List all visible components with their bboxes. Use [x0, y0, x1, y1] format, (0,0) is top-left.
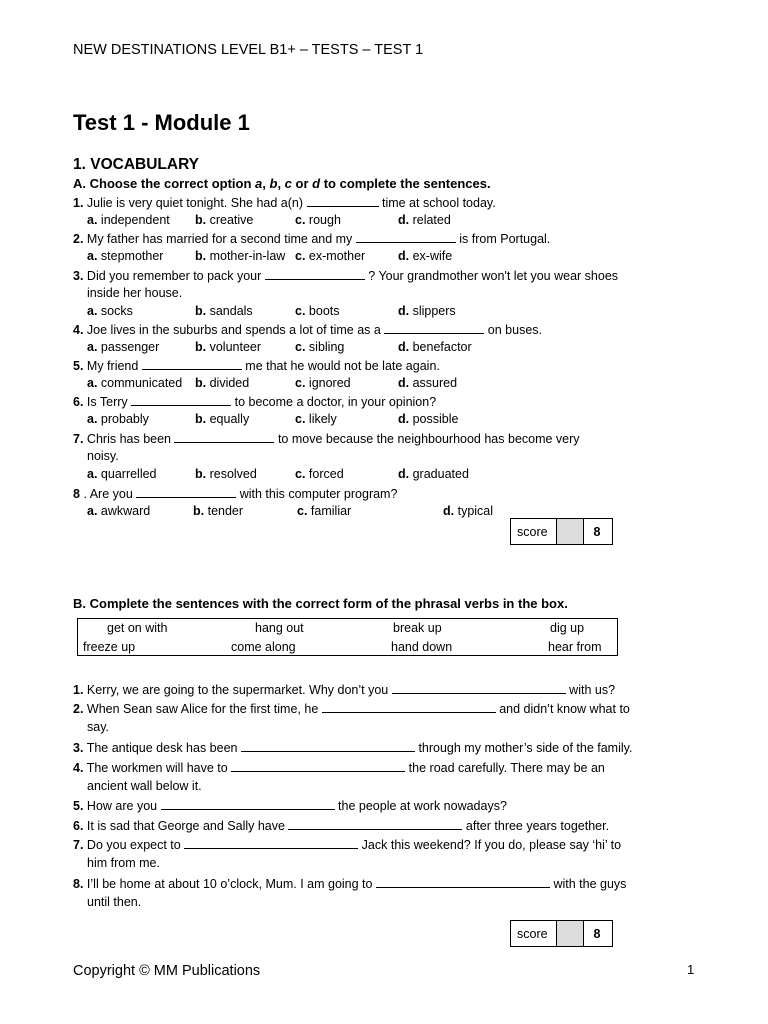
option-letter: c. — [295, 376, 306, 390]
question-a-4 — [73, 322, 542, 337]
answer-blank[interactable] — [307, 195, 379, 207]
score-box-b — [510, 920, 613, 947]
option-text: sandals — [209, 304, 253, 318]
option-c[interactable] — [295, 213, 341, 227]
option-letter: b. — [195, 304, 207, 318]
question-text: My friend — [86, 359, 142, 373]
option-text: benefactor — [412, 340, 472, 354]
question-number: 6. — [73, 395, 84, 409]
option-text: tender — [207, 504, 244, 518]
option-text: ex-wife — [412, 249, 453, 263]
option-text: related — [412, 213, 451, 227]
question-b-4 — [73, 760, 605, 775]
question-b-7 — [73, 837, 621, 852]
option-a[interactable] — [87, 504, 150, 518]
option-a[interactable] — [87, 340, 159, 354]
answer-blank[interactable] — [356, 231, 456, 243]
box-item: break up — [393, 621, 442, 635]
question-text: to become a doctor, in your opinion? — [231, 395, 437, 409]
page-title: Test 1 - Module 1 — [73, 110, 250, 135]
option-letter: d. — [443, 504, 455, 518]
question-continuation: him from me. — [87, 856, 160, 870]
question-text: the people at work nowadays? — [334, 799, 507, 813]
score-label: score — [511, 519, 557, 544]
question-a-6 — [73, 394, 436, 409]
option-text: familiar — [310, 504, 352, 518]
question-text: to move because the neighbourhood has become very — [274, 432, 580, 446]
part-b-instruction: B. Complete the sentences with the correct form of the phrasal verbs in the box. — [73, 596, 568, 611]
option-text: passenger — [100, 340, 160, 354]
question-text: through my mother’s side of the family. — [414, 741, 633, 755]
option-text: communicated — [100, 376, 183, 390]
box-item: dig up — [550, 621, 585, 635]
question-number: 2. — [73, 702, 84, 716]
box-item: hang out — [255, 621, 304, 635]
option-d[interactable] — [398, 412, 458, 426]
option-letter: d. — [398, 340, 410, 354]
question-b-2 — [73, 701, 630, 716]
option-letter: b. — [195, 467, 207, 481]
page-number: 1 — [687, 962, 695, 977]
option-c[interactable] — [295, 340, 344, 354]
option-text: awkward — [100, 504, 151, 518]
option-c[interactable] — [295, 467, 344, 481]
option-letter: b. — [195, 412, 207, 426]
option-letter: d. — [398, 412, 410, 426]
question-number: 4. — [73, 761, 84, 775]
option-text: forced — [308, 467, 344, 481]
answer-blank[interactable] — [184, 837, 358, 849]
question-text: How are you — [86, 799, 161, 813]
option-text: divided — [209, 376, 250, 390]
question-number: 8 — [73, 487, 80, 501]
question-text: When Sean saw Alice for the first time, he — [86, 702, 322, 716]
question-text: and didn’t know what to — [495, 702, 630, 716]
option-d[interactable] — [398, 249, 452, 263]
question-text: me that he would not be late again. — [241, 359, 440, 373]
question-number: 6. — [73, 819, 84, 833]
option-letter: b. — [193, 504, 205, 518]
score-label: score — [511, 921, 557, 946]
question-number: 7. — [73, 432, 84, 446]
option-text: equally — [209, 412, 250, 426]
option-letter: d. — [398, 213, 410, 227]
question-text: is from Portugal. — [455, 232, 551, 246]
answer-blank[interactable] — [131, 394, 231, 406]
option-b[interactable] — [195, 376, 249, 390]
page-header: NEW DESTINATIONS LEVEL B1+ – TESTS – TEST 1 — [73, 42, 424, 58]
question-text: Julie is very quiet tonight. She had a(n) — [86, 196, 307, 210]
question-b-6 — [73, 818, 609, 833]
question-text: Chris has been — [86, 432, 175, 446]
question-text: Did you remember to pack your — [86, 269, 265, 283]
question-text: with this computer program? — [236, 487, 398, 501]
question-number: 5. — [73, 359, 84, 373]
option-text: likely — [308, 412, 337, 426]
option-text: assured — [412, 376, 458, 390]
answer-blank[interactable] — [142, 358, 242, 370]
question-number: 3. — [73, 269, 84, 283]
score-field[interactable] — [557, 519, 584, 544]
option-text: volunteer — [209, 340, 262, 354]
option-text: graduated — [412, 467, 469, 481]
question-text: with the guys — [549, 877, 627, 891]
option-text: creative — [209, 213, 254, 227]
option-text: rough — [308, 213, 341, 227]
option-letter: d. — [398, 304, 410, 318]
question-text: The antique desk has been — [86, 741, 241, 755]
question-text: Joe lives in the suburbs and spends a lot of time as a — [86, 323, 385, 337]
box-item: hand down — [391, 640, 453, 654]
option-d[interactable] — [398, 340, 472, 354]
score-box-a — [510, 518, 613, 545]
option-letter: d. — [398, 249, 410, 263]
question-text: Do you expect to — [86, 838, 185, 852]
question-number: 2. — [73, 232, 84, 246]
option-c[interactable] — [295, 249, 365, 263]
option-letter: a. — [87, 249, 98, 263]
question-number: 8. — [73, 877, 84, 891]
option-letter: a. — [87, 504, 98, 518]
answer-blank[interactable] — [322, 701, 496, 713]
option-c[interactable] — [295, 304, 340, 318]
option-letter: c. — [295, 467, 306, 481]
option-letter: b. — [195, 376, 207, 390]
option-letter: c. — [295, 249, 306, 263]
option-b[interactable] — [193, 504, 243, 518]
answer-blank[interactable] — [288, 818, 462, 830]
answer-blank[interactable] — [265, 268, 365, 280]
phrasal-verb-box — [77, 618, 618, 656]
option-text: quarrelled — [100, 467, 157, 481]
answer-blank[interactable] — [174, 431, 274, 443]
option-text: ex-mother — [308, 249, 366, 263]
answer-blank[interactable] — [392, 682, 566, 694]
score-max: 8 — [593, 926, 601, 941]
option-letter: a. — [87, 213, 98, 227]
option-c[interactable] — [297, 504, 351, 518]
option-d[interactable] — [398, 376, 457, 390]
question-text: Is Terry — [86, 395, 132, 409]
question-number: 4. — [73, 323, 84, 337]
option-a[interactable] — [87, 213, 170, 227]
question-a-3 — [73, 268, 618, 283]
option-text: stepmother — [100, 249, 164, 263]
part-a-instruction: A. Choose the correct option a, b, c or d to complete the sentences. — [73, 176, 491, 191]
option-d[interactable] — [398, 213, 451, 227]
option-letter: c. — [297, 504, 308, 518]
option-b[interactable] — [195, 304, 253, 318]
question-text: on buses. — [484, 323, 543, 337]
question-text: My father has married for a second time and my — [86, 232, 356, 246]
score-max: 8 — [593, 524, 601, 539]
option-text: slippers — [412, 304, 456, 318]
answer-blank[interactable] — [136, 486, 236, 498]
question-text: ? Your grandmother won't let you wear shoes — [364, 269, 619, 283]
answer-blank[interactable] — [231, 760, 405, 772]
question-a-5 — [73, 358, 440, 373]
option-letter: c. — [295, 340, 306, 354]
option-text: probably — [100, 412, 149, 426]
question-a-7 — [73, 431, 580, 446]
option-letter: b. — [195, 340, 207, 354]
question-text: The workmen will have to — [86, 761, 232, 775]
option-d[interactable] — [398, 304, 456, 318]
question-text: with us? — [565, 683, 616, 697]
question-number: 1. — [73, 683, 84, 697]
question-number: 5. — [73, 799, 84, 813]
option-a[interactable] — [87, 467, 157, 481]
option-text: ignored — [308, 376, 351, 390]
option-letter: a. — [87, 412, 98, 426]
option-letter: c. — [295, 304, 306, 318]
question-a-8 — [73, 486, 397, 501]
option-b[interactable] — [195, 340, 261, 354]
question-a-1 — [73, 195, 496, 210]
option-a[interactable] — [87, 412, 149, 426]
question-text: after three years together. — [462, 819, 610, 833]
option-b[interactable] — [195, 467, 257, 481]
score-field[interactable] — [557, 921, 584, 946]
option-letter: d. — [398, 376, 410, 390]
option-text: possible — [412, 412, 459, 426]
option-a[interactable] — [87, 249, 163, 263]
question-text: . Are you — [83, 487, 137, 501]
option-letter: a. — [87, 467, 98, 481]
question-a-2 — [73, 231, 550, 246]
option-letter: c. — [295, 412, 306, 426]
option-letter: a. — [87, 304, 98, 318]
box-item: hear from — [548, 640, 602, 654]
question-b-1 — [73, 682, 615, 697]
question-continuation: until then. — [87, 895, 142, 909]
question-continuation: inside her house. — [87, 286, 183, 300]
question-b-5 — [73, 798, 507, 813]
section-heading: 1. VOCABULARY — [73, 156, 200, 173]
option-b[interactable] — [195, 213, 253, 227]
answer-blank[interactable] — [384, 322, 484, 334]
option-d[interactable] — [398, 467, 469, 481]
question-b-8 — [73, 876, 626, 891]
option-letter: b. — [195, 213, 207, 227]
question-continuation: noisy. — [87, 449, 119, 463]
box-item: come along — [231, 640, 296, 654]
option-text: sibling — [308, 340, 345, 354]
option-d[interactable] — [443, 504, 493, 518]
answer-blank[interactable] — [376, 876, 550, 888]
question-number: 7. — [73, 838, 84, 852]
option-c[interactable] — [295, 376, 351, 390]
option-letter: a. — [87, 340, 98, 354]
question-text: It is sad that George and Sally have — [86, 819, 289, 833]
option-letter: d. — [398, 467, 410, 481]
question-number: 1. — [73, 196, 84, 210]
question-number: 3. — [73, 741, 84, 755]
answer-blank[interactable] — [161, 798, 335, 810]
question-text: Kerry, we are going to the supermarket. Why don’t you — [86, 683, 392, 697]
option-text: socks — [100, 304, 133, 318]
answer-blank[interactable] — [241, 740, 415, 752]
option-text: resolved — [209, 467, 257, 481]
copyright-footer: Copyright © MM Publications — [73, 963, 261, 979]
option-letter: a. — [87, 376, 98, 390]
option-letter: c. — [295, 213, 306, 227]
question-text: the road carefully. There may be an — [405, 761, 605, 775]
question-text: time at school today. — [378, 196, 496, 210]
option-c[interactable] — [295, 412, 337, 426]
option-b[interactable] — [195, 249, 285, 263]
option-text: independent — [100, 213, 170, 227]
option-a[interactable] — [87, 304, 133, 318]
question-text: Jack this weekend? If you do, please say ‘hi’ to — [358, 838, 622, 852]
box-item: freeze up — [83, 640, 136, 654]
question-continuation: say. — [87, 720, 109, 734]
box-item: get on with — [107, 621, 168, 635]
option-text: mother-in-law — [209, 249, 286, 263]
option-text: typical — [457, 504, 494, 518]
option-letter: b. — [195, 249, 207, 263]
option-text: boots — [308, 304, 340, 318]
question-continuation: ancient wall below it. — [87, 779, 202, 793]
question-text: I’ll be home at about 10 o’clock, Mum. I am going to — [86, 877, 376, 891]
option-b[interactable] — [195, 412, 249, 426]
option-a[interactable] — [87, 376, 182, 390]
question-b-3 — [73, 740, 632, 755]
